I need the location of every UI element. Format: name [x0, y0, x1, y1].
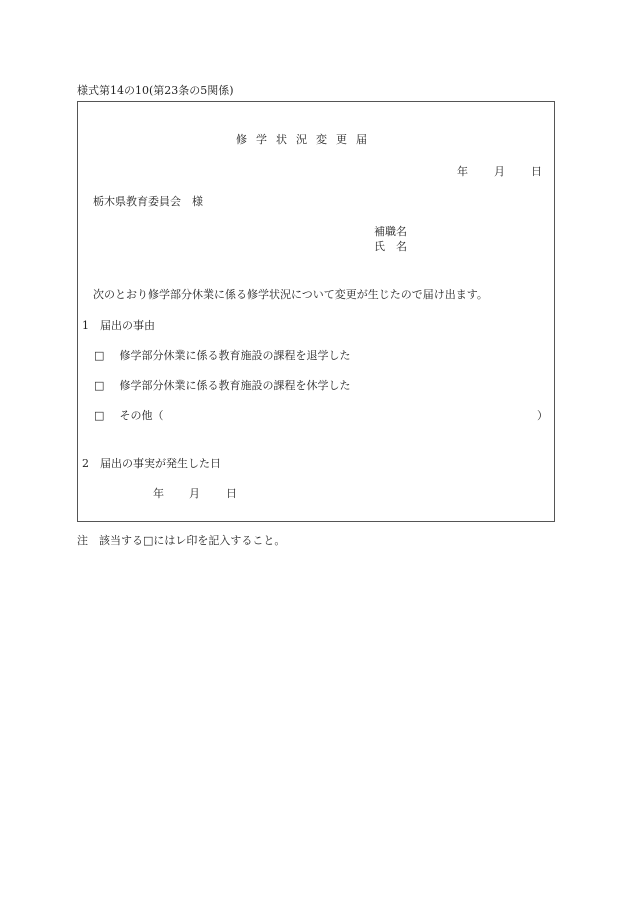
other-paren-close: ） — [537, 409, 548, 422]
date-year-label: 年 — [457, 165, 468, 178]
occurrence-day-label: 日 — [226, 487, 237, 500]
section1-heading: 1 届出の事由 — [82, 319, 155, 332]
name-label: 氏 名 — [374, 240, 407, 253]
occurrence-month-label: 月 — [189, 487, 200, 500]
section2-heading: 2 届出の事実が発生した日 — [82, 457, 221, 470]
checkbox-icon[interactable]: □ — [94, 379, 105, 392]
option-withdrawal — [94, 349, 351, 363]
body-text: 次のとおり修学部分休業に係る修学状況について変更が生じたので届け出ます。 — [93, 288, 488, 301]
occurrence-year-label: 年 — [153, 487, 164, 500]
option-text: その他（ — [119, 409, 164, 422]
option-leave — [94, 379, 351, 393]
recipient: 栃木県教育委員会 様 — [93, 195, 203, 208]
date-month-label: 月 — [494, 165, 505, 178]
form-title: 修学状況変更届 — [236, 133, 376, 146]
option-other — [94, 409, 164, 423]
option-text: 修学部分休業に係る教育施設の課程を退学した — [119, 349, 351, 362]
affiliation-label: 補職名 — [374, 225, 407, 238]
checkbox-icon[interactable]: □ — [94, 409, 105, 422]
footnote: 注 該当する□にはレ印を記入すること。 — [77, 534, 286, 547]
date-day-label: 日 — [531, 165, 542, 178]
form-code: 様式第14の10(第23条の5関係) — [77, 84, 234, 97]
option-text: 修学部分休業に係る教育施設の課程を休学した — [119, 379, 351, 392]
checkbox-icon[interactable]: □ — [94, 349, 105, 362]
